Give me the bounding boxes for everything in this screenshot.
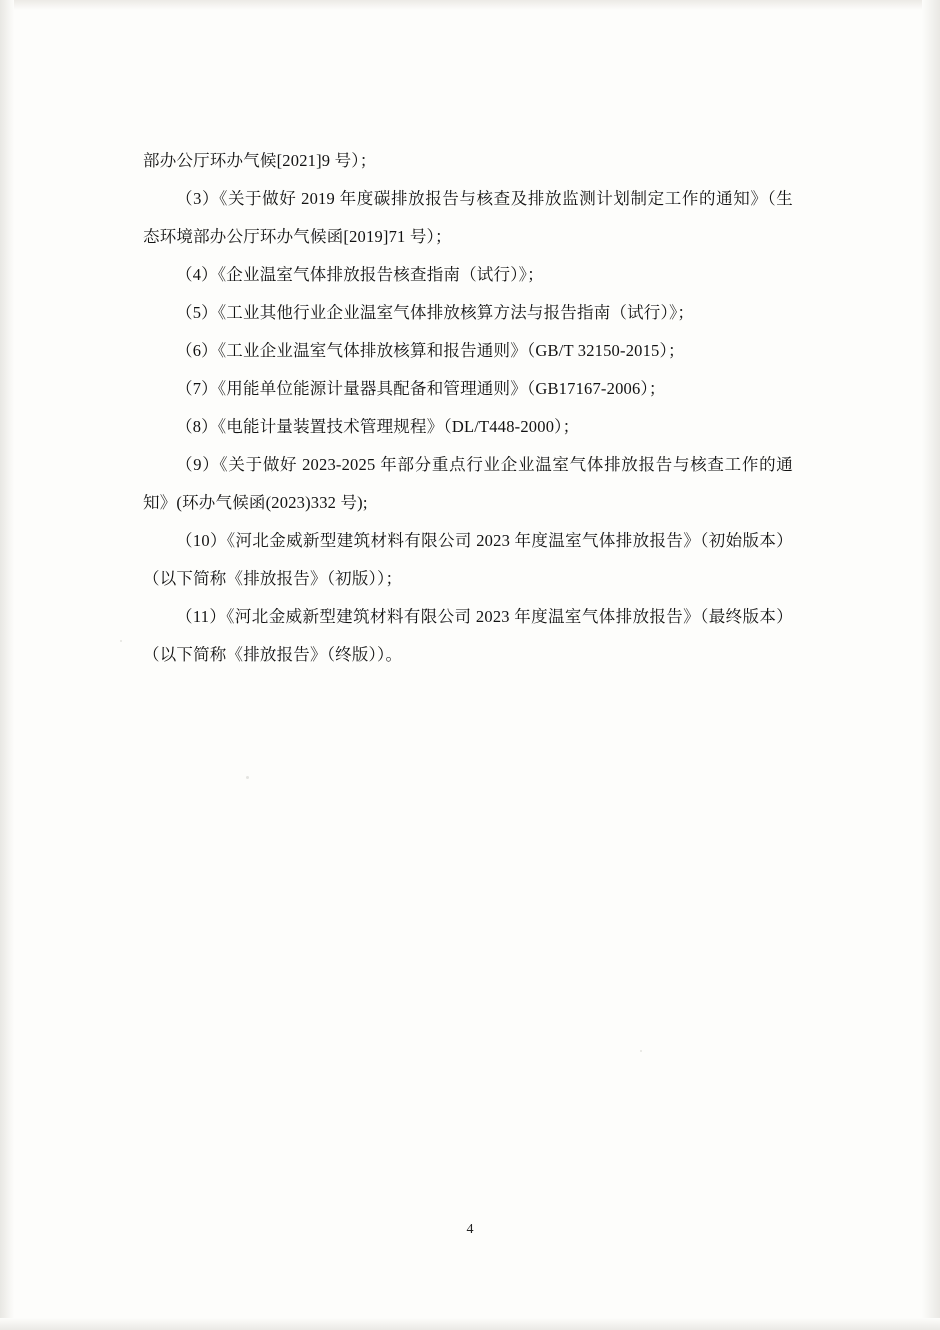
- paragraph-item-11: （11）《河北金威新型建筑材料有限公司 2023 年度温室气体排放报告》（最终版本）（以下简称《排放报告》（终版））。: [143, 607, 793, 664]
- scan-edge-right: [922, 0, 940, 1330]
- scan-edge-top: [0, 0, 940, 10]
- scan-edge-left: [0, 0, 14, 1330]
- scan-speckle: [246, 776, 249, 779]
- paragraph-line-continued: 部办公厅环办气候[2021]9 号）；: [143, 151, 377, 170]
- scan-edge-bottom: [0, 1318, 940, 1330]
- document-body: [143, 142, 793, 674]
- paragraph-item-9: （9）《关于做好 2023-2025 年部分重点行业企业温室气体排放报告与核查工作的通知》(环办气候函(2023)332 号);: [143, 455, 793, 512]
- paragraph-item-4: （4）《企业温室气体排放报告核查指南（试行）》；: [176, 265, 544, 284]
- paragraph-item-3: （3）《关于做好 2019 年度碳排放报告与核查及排放监测计划制定工作的通知》（生态环境部办公厅环办气候函[2019]71 号）；: [143, 189, 793, 246]
- page-number: 4: [466, 1222, 474, 1237]
- scan-speckle: [640, 1050, 642, 1052]
- scan-speckle: [120, 640, 122, 642]
- paragraph-item-7: （7）《用能单位能源计量器具配备和管理通则》（GB17167-2006）；: [176, 379, 666, 398]
- paragraph-item-10: （10）《河北金威新型建筑材料有限公司 2023 年度温室气体排放报告》（初始版本）（以下简称《排放报告》（初版））；: [143, 531, 793, 588]
- paragraph-item-5: （5）《工业其他行业企业温室气体排放核算方法与报告指南（试行）》；: [176, 303, 695, 322]
- paragraph-item-6: （6）《工业企业温室气体排放核算和报告通则》（GB/T 32150-2015）；: [176, 341, 685, 360]
- paragraph-item-8: （8）《电能计量装置技术管理规程》（DL/T448-2000）；: [176, 417, 580, 436]
